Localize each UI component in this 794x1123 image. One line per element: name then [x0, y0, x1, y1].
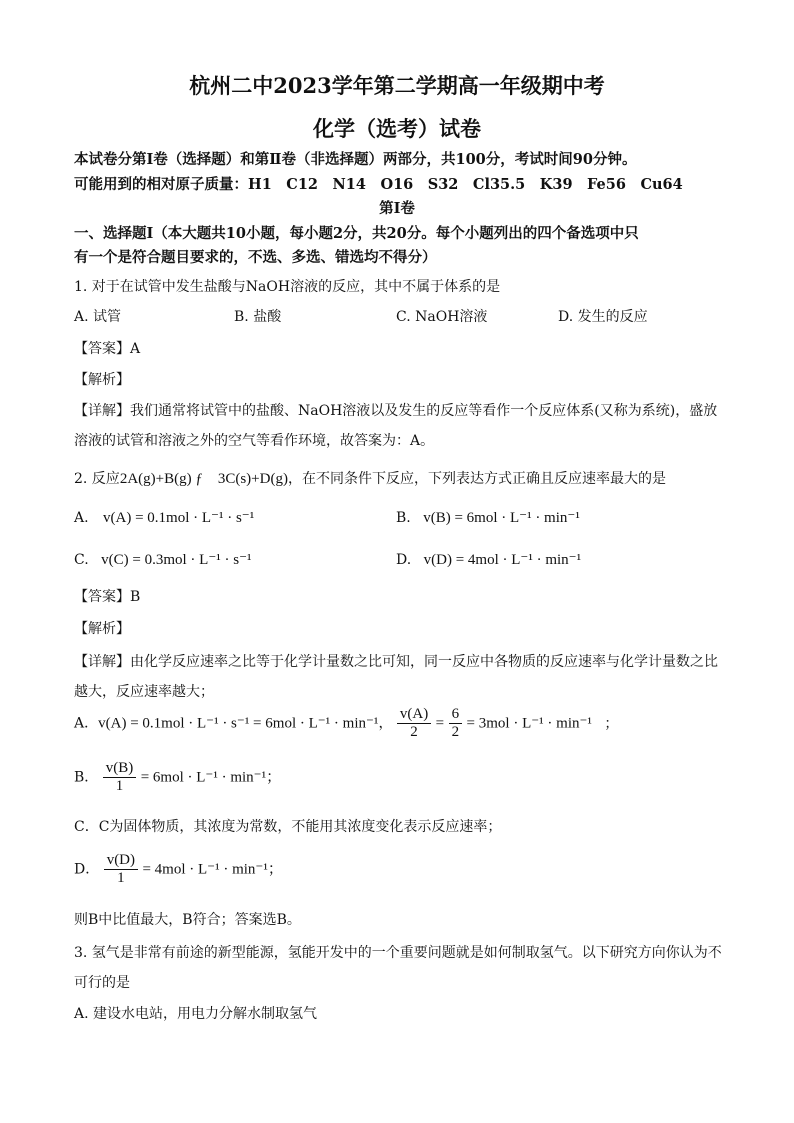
q2-line-b-label: B．	[74, 769, 99, 786]
q2-line-a-end: ；	[604, 715, 619, 732]
q2-line-b-fraction	[103, 760, 137, 795]
q2-option-d-expr: v(D) = 4mol · L⁻¹ · min⁻¹	[423, 552, 582, 568]
q2-line-a-result: = 3mol · L⁻¹ · min⁻¹	[466, 715, 592, 732]
q2-conclusion: 则B中比值最大，B符合；答案选B。	[74, 912, 301, 928]
q2-line-a-fraction-2	[449, 706, 463, 741]
q3-option-a: A. 建设水电站，用电力分解水制取氢气	[74, 1006, 318, 1022]
q1-stem: 1. 对于在试管中发生盐酸与NaOH溶液的反应，其中不属于体系的是	[74, 279, 501, 295]
q2-line-a	[74, 706, 734, 741]
q1-answer: 【答案】A	[74, 341, 141, 357]
q2-detail-1: 【详解】由化学反应速率之比等于化学计量数之比可知，同一反应中各物质的反应速率与化学计量数之比	[74, 654, 718, 670]
q2-answer: 【答案】B	[74, 589, 141, 605]
exam-subtitle: 化学（选考）试卷	[313, 116, 481, 141]
q2-line-b-result: = 6mol · L⁻¹ · min⁻¹；	[140, 769, 282, 786]
q2-option-c-expr: v(C) = 0.3mol · L⁻¹ · s⁻¹	[101, 552, 252, 568]
q2-option-c	[74, 550, 251, 569]
fraction-numerator: v(D)	[104, 852, 138, 870]
intro-line-2: 可能用到的相对原子质量：H1 C12 N14 O16 S32 Cl35.5 K39 Fe56 Cu64	[74, 176, 683, 193]
q1-detail-1: 【详解】我们通常将试管中的盐酸、NaOH溶液以及发生的反应等看作一个反应体系(又称为系统)，盛放	[74, 403, 718, 419]
q2-option-c-label: C.	[74, 552, 89, 568]
q2-line-a-equals: =	[435, 715, 445, 732]
q2-line-a-label: A．	[74, 715, 99, 732]
fraction-denominator: 1	[117, 870, 125, 886]
fraction-numerator: v(B)	[103, 760, 137, 778]
fraction-numerator: v(A)	[397, 706, 431, 724]
q3-stem-1: 3. 氢气是非常有前途的新型能源，氢能开发中的一个重要问题就是如何制取氢气。以下研究方向你认为不	[74, 945, 722, 961]
fraction-denominator: 2	[410, 724, 418, 740]
fraction-denominator: 2	[451, 724, 460, 740]
q1-option-b: B. 盐酸	[234, 309, 282, 325]
section-heading-1: 一、选择题Ⅰ（本大题共10小题，每小题2分，共20分。每个小题列出的四个备选项中只	[74, 225, 639, 242]
fraction-numerator: 6	[449, 706, 463, 724]
q2-analysis: 【解析】	[74, 621, 130, 637]
q1-detail-2: 溶液的试管和溶液之外的空气等看作环境，故答案为：A。	[74, 433, 435, 449]
volume-heading: 第Ⅰ卷	[379, 200, 415, 217]
q3-stem-2: 可行的是	[74, 975, 130, 991]
q2-line-d-label: D．	[74, 861, 100, 878]
q2-option-a-expr: v(A) = 0.1mol · L⁻¹ · s⁻¹	[103, 510, 255, 526]
intro-line-1: 本试卷分第Ⅰ卷（选择题）和第Ⅱ卷（非选择题）两部分，共100分，考试时间90分钟。	[74, 151, 637, 168]
q2-line-a-fraction	[397, 706, 431, 741]
q2-line-d-result: = 4mol · L⁻¹ · min⁻¹；	[142, 861, 283, 878]
q2-option-b-label: B.	[396, 510, 411, 526]
q2-stem	[74, 467, 734, 488]
q2-line-a-sep: ，	[378, 715, 393, 732]
q2-line-d	[74, 852, 734, 887]
q2-line-b	[74, 760, 734, 795]
q2-stem-suffix: ，在不同条件下反应，下列表达方式正确且反应速率最大的是	[287, 471, 666, 487]
q2-option-b	[396, 508, 580, 527]
q2-detail-2: 越大，反应速率越大；	[74, 684, 214, 700]
q1-option-d: D. 发生的反应	[558, 309, 648, 325]
section-heading-2: 有一个是符合题目要求的，不选、多选、错选均不得分）	[74, 249, 437, 266]
q2-line-d-fraction	[104, 852, 138, 887]
q2-equation: 2A(g)+B(g) ƒ 3C(s)+D(g)	[119, 471, 288, 487]
q2-option-a	[74, 508, 254, 527]
q1-analysis: 【解析】	[74, 372, 130, 388]
q2-option-d	[396, 550, 581, 569]
q2-line-c: C．C为固体物质，其浓度为常数，不能用其浓度变化表示反应速率；	[74, 819, 502, 835]
q1-option-a: A. 试管	[74, 309, 122, 325]
q2-stem-prefix: 2. 反应	[74, 471, 120, 487]
q2-line-a-expr: v(A) = 0.1mol · L⁻¹ · s⁻¹ = 6mol · L⁻¹ · min⁻¹	[98, 715, 379, 732]
q1-option-c: C. NaOH溶液	[396, 309, 488, 325]
q2-option-a-label: A.	[74, 510, 89, 526]
q2-option-b-expr: v(B) = 6mol · L⁻¹ · min⁻¹	[423, 510, 580, 526]
q2-option-d-label: D.	[396, 552, 412, 568]
fraction-denominator: 1	[115, 778, 124, 794]
exam-title: 杭州二中2023学年第二学期高一年级期中考	[189, 73, 605, 98]
